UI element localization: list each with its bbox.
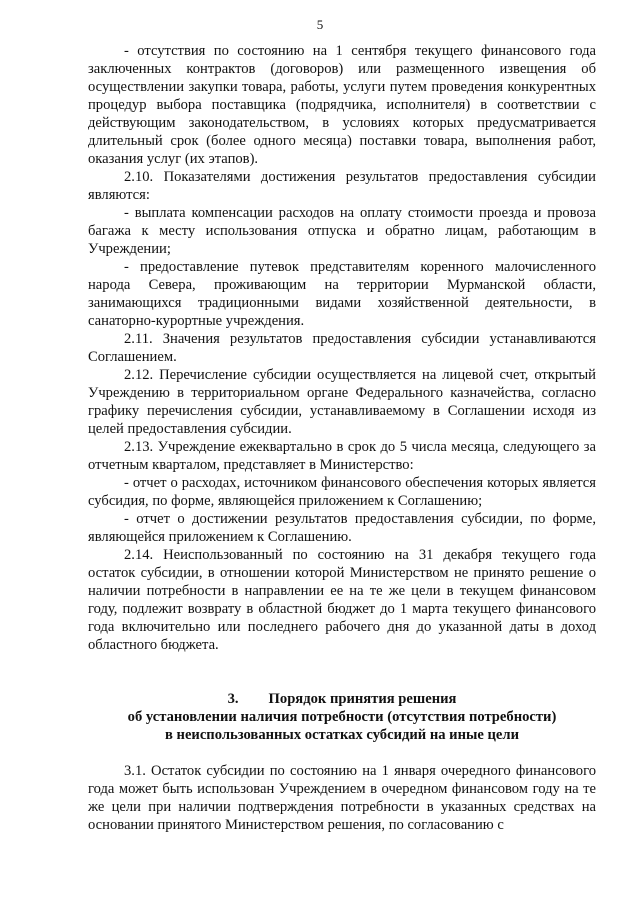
paragraph-2-10: 2.10. Показателями достижения результатов предоставления субсидии являются: — [88, 169, 596, 203]
paragraph-3-1: 3.1. Остаток субсидии по состоянию на 1 января очередного финансового года может быть использован Учреждением в очередном финансовом году на те же цели при наличии подтверждения потребности в указанных средствах на основании принятого Министерством решения, по согласованию с — [88, 763, 596, 833]
paragraph-procurement-condition: - отсутствия по состоянию на 1 сентября текущего финансового года заключенных контрактов (договоров) или размещенного извещения об осуществлении закупки товара, работы, услуги путем проведения конкурентных процедур выбора поставщика (подрядчика, исполнителя) в соответствии с действующим законодательством, в условиях которых предусматривается длительный срок (более одного месяца) поставки товара, выполнения работ, оказания услуг (их этапов). — [88, 43, 596, 167]
paragraph-travel-compensation: - выплата компенсации расходов на оплату стоимости проезда и провоза багажа к месту использования отпуска и обратно лицам, работающим в Учреждении; — [88, 205, 596, 257]
section-3-number: 3. — [227, 691, 239, 707]
document-body — [88, 42, 596, 834]
paragraph-sanatorium-vouchers: - предоставление путевок представителям коренного малочисленного народа Севера, проживающим на территории Мурманской области, занимающихся традиционными видами хозяйственной деятельности, в санаторно-курортные учреждения. — [88, 259, 596, 329]
paragraph-2-11: 2.11. Значения результатов предоставления субсидии устанавливаются Соглашением. — [88, 331, 596, 365]
paragraph-2-14: 2.14. Неиспользованный по состоянию на 31 декабря текущего года остаток субсидии, в отношении которой Министерством не принято решение о наличии потребности в направлении ее на те же цели в текущем финансовом году, подлежит возврату в областной бюджет до 1 марта текущего финансового года включительно или последнего рабочего дня до указанной даты в доход областного бюджета. — [88, 547, 596, 653]
paragraph-expense-report: - отчет о расходах, источником финансового обеспечения которых является субсидия, по форме, являющейся приложением к Соглашению; — [88, 475, 596, 509]
section-3-title-line1: Порядок принятия решения — [268, 691, 457, 707]
section-3-heading — [88, 690, 596, 708]
section-3-title-line2: об установлении наличия потребности (отсутствия потребности) — [127, 709, 557, 725]
paragraph-2-13: 2.13. Учреждение ежеквартально в срок до 5 числа месяца, следующего за отчетным кварталом, представляет в Министерство: — [88, 439, 596, 473]
paragraph-results-report: - отчет о достижении результатов предоставления субсидии, по форме, являющейся приложением к Соглашению. — [88, 511, 596, 545]
page-number: 5 — [316, 17, 324, 32]
paragraph-2-12: 2.12. Перечисление субсидии осуществляется на лицевой счет, открытый Учреждению в территориальном органе Федерального казначейства, согласно графику перечисления субсидии, устанавливаемому в Соглашении исходя из целей предоставления субсидии. — [88, 367, 596, 437]
section-3-title-line3: в неиспользованных остатках субсидий на иные цели — [165, 727, 519, 743]
